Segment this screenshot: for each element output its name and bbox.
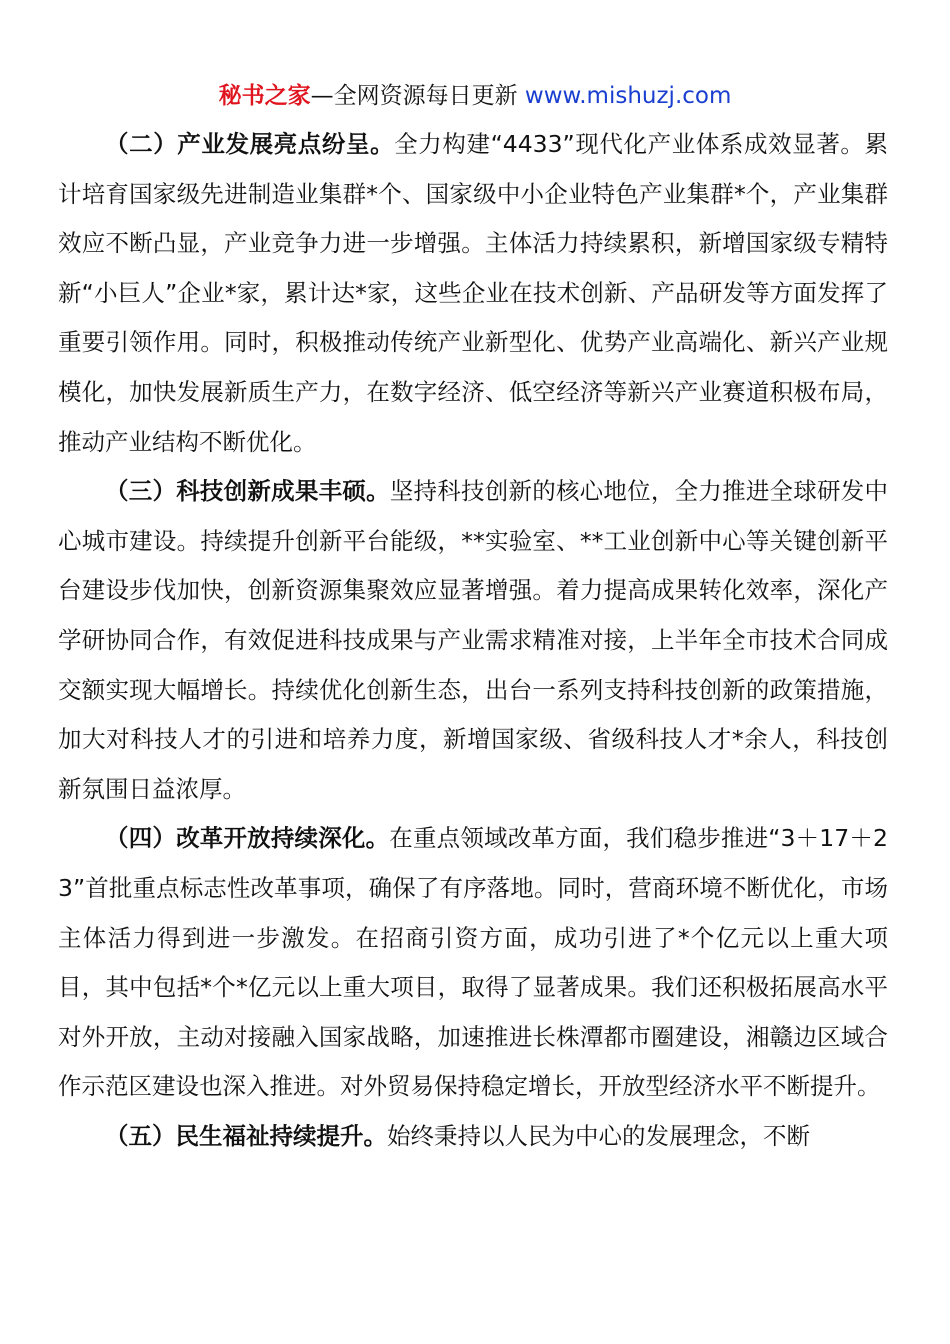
paragraph-heading: （五）民生福祉持续提升。 <box>105 1121 387 1150</box>
paragraph-text: 在重点领域改革方面，我们稳步推进“3＋17＋23”首批重点标志性改革事项，确保了有序落地。同时，营商环境不断优化，市场主体活力得到进一步激发。在招商引资方面，成功引进了*个亿元以上重大项目，其中包括*个*亿元以上重大项目，取得了显著成果。我们还积极拓展高水平对外开放，主动对接融入国家战略，加速推进长株潭都市圈建设，湘赣边区域合作示范区建设也深入推进。对外贸易保持稳定增长，开放型经济水平不断提升。 <box>58 824 889 1101</box>
paragraph-text: 全力构建“4433”现代化产业体系成效显著。累计培育国家级先进制造业集群*个、国家级中小企业特色产业集群*个，产业集群效应不断凸显，产业竞争力进一步增强。主体活力持续累积，新增国家级专精特新“小巨人”企业*家，累计达*家，这些企业在技术创新、产品研发等方面发挥了重要引领作用。同时，积极推动传统产业新型化、优势产业高端化、新兴产业规模化，加快发展新质生产力，在数字经济、低空经济等新兴产业赛道积极布局，推动产业结构不断优化。 <box>58 130 889 456</box>
paragraph-heading: （二）产业发展亮点纷呈。 <box>105 130 395 158</box>
document-body <box>58 120 888 1161</box>
paragraph-text: 坚持科技创新的核心地位，全力推进全球研发中心城市建设。持续提升创新平台能级，**实验室、**工业创新中心等关键创新平台建设步伐加快，创新资源集聚效应显著增强。着力提高成果转化效率，深化产学研协同合作，有效促进科技成果与产业需求精准对接，上半年全市技术合同成交额实现大幅增长。持续优化创新生态，出台一系列支持科技创新的政策措施，加大对科技人才的引进和培养力度，新增国家级、省级科技人才*余人，科技创新氛围日益浓厚。 <box>58 477 888 803</box>
header-tagline: —全网资源每日更新 <box>310 83 518 109</box>
site-url-link[interactable]: www.mishuzj.com <box>524 83 732 109</box>
paragraph-livelihood <box>58 1112 888 1162</box>
paragraph-text: 始终秉持以人民为中心的发展理念，不断 <box>387 1121 810 1150</box>
brand-name: 秘书之家 <box>218 83 311 109</box>
paragraph-industry <box>58 120 888 467</box>
paragraph-heading: （三）科技创新成果丰硕。 <box>105 477 390 506</box>
paragraph-technology <box>58 467 888 814</box>
paragraph-reform <box>58 814 888 1112</box>
site-header <box>0 80 950 112</box>
paragraph-heading: （四）改革开放持续深化。 <box>105 824 390 853</box>
